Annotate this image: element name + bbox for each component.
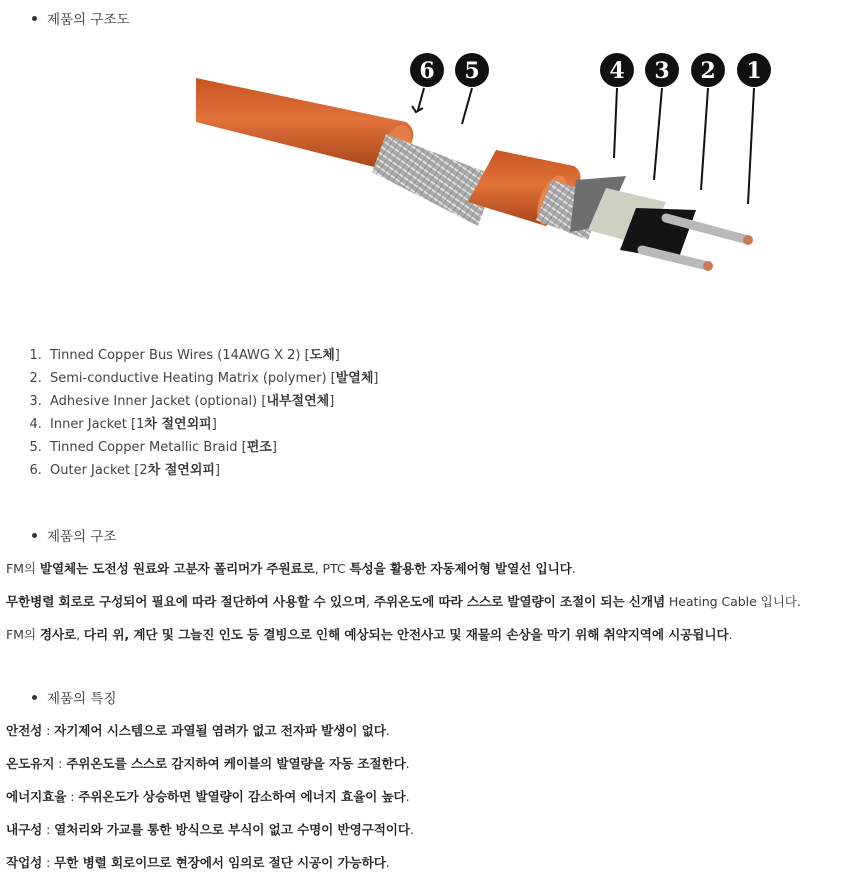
structure-paragraph: 무한병렬 회로로 구성되어 필요에 따라 절단하여 사용할 수 있으며, 주위온도에 따라 스스로 발열량이 조절이 되는 신개념 Heating Cable 입니다.	[6, 594, 801, 609]
section-heading-features	[32, 687, 117, 707]
callout-3	[645, 53, 679, 180]
cable-structure-diagram	[196, 50, 796, 290]
svg-text:3: 3	[654, 58, 670, 84]
list-item: 1. Tinned Copper Bus Wires (14AWG X 2) [도체]	[46, 344, 379, 367]
feature-item: 에너지효율 : 주위온도가 상승하면 발열량이 감소하여 에너지 효율이 높다.	[6, 789, 410, 804]
list-item: 5. Tinned Copper Metallic Braid [편조]	[46, 436, 379, 459]
feature-item: 내구성 : 열처리와 가교를 통한 방식으로 부식이 없고 수명이 반영구적이다.	[6, 822, 414, 837]
bullet-icon	[32, 533, 37, 538]
heading-text: 제품의 구조	[47, 529, 117, 545]
list-item: 4. Inner Jacket [1차 절연외피]	[46, 413, 379, 436]
bullet-icon	[32, 695, 37, 700]
callout-6	[410, 53, 444, 112]
feature-item: 안전성 : 자기제어 시스템으로 과열될 염려가 없고 전자파 발생이 없다.	[6, 723, 390, 738]
callout-5	[455, 53, 489, 124]
structure-paragraph: FM의 발열체는 도전성 원료와 고분자 폴리머가 주원료로, PTC 특성을 활용한 자동제어형 발열선 입니다.	[6, 561, 576, 576]
feature-item: 작업성 : 무한 병렬 회로이므로 현장에서 임의로 절단 시공이 가능하다.	[6, 855, 390, 870]
braid-section	[372, 134, 496, 226]
list-item: 6. Outer Jacket [2차 절연외피]	[46, 459, 379, 482]
svg-text:5: 5	[464, 58, 480, 84]
structure-paragraph: FM의 경사로, 다리 위, 계단 및 그늘진 인도 등 결빙으로 인해 예상되는 안전사고 및 재물의 손상을 막기 위해 취약지역에 시공됩니다.	[6, 627, 733, 642]
section-heading-structure-diagram	[32, 8, 130, 28]
bus-wire-1-end	[743, 235, 753, 245]
svg-text:4: 4	[609, 58, 625, 84]
callout-2	[691, 53, 725, 190]
heading-text: 제품의 구조도	[47, 12, 130, 28]
feature-item: 온도유지 : 주위온도를 스스로 감지하여 케이블의 발열량을 자동 조절한다.	[6, 756, 410, 771]
list-item: 3. Adhesive Inner Jacket (optional) [내부절연체]	[46, 390, 379, 413]
list-item: 2. Semi-conductive Heating Matrix (polymer) [발열체]	[46, 367, 379, 390]
svg-text:1: 1	[746, 58, 762, 84]
callout-1	[737, 53, 771, 204]
section-heading-structure	[32, 525, 117, 545]
parts-list	[28, 344, 379, 482]
bus-wire-2-end	[703, 261, 713, 271]
svg-text:2: 2	[700, 58, 716, 84]
heading-text: 제품의 특징	[47, 691, 117, 707]
svg-text:6: 6	[419, 58, 435, 84]
callout-4	[600, 53, 634, 158]
bullet-icon	[32, 16, 37, 21]
